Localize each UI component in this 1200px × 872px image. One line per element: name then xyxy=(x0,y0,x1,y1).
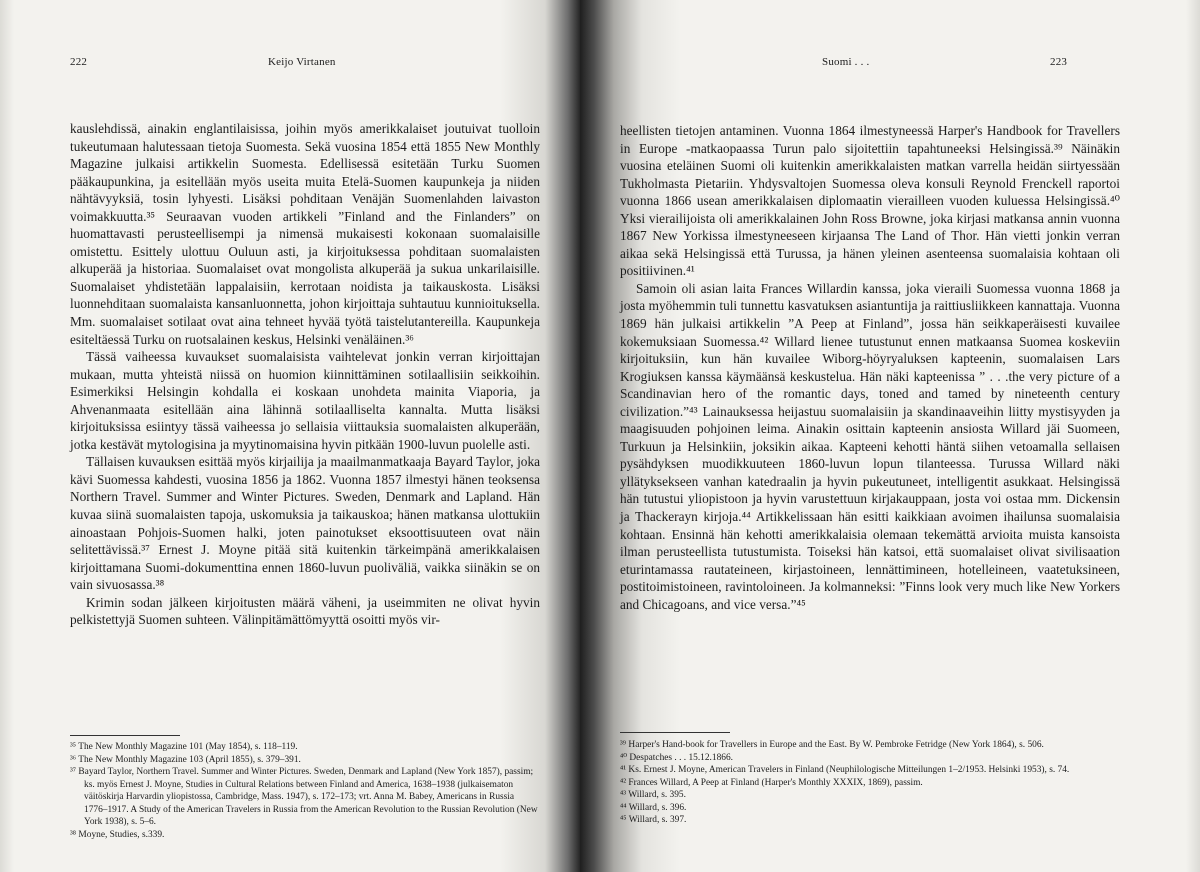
footnote-rule xyxy=(620,732,730,733)
paragraph: Tässä vaiheessa kuvaukset suomalaisista vaihtelevat jonkin verran kirjoittajan mukaan, mutta yhteistä niissä on huomion kiinnittäminen sotilaallisiin seikkoihin. Esimerkiksi Helsingin kohdalla ei koskaan unohdeta mainita Viaporia, ja Ahvenanmaata esitellään aina lähinnä sotilaalliselta kannalta. Mutta lisäksi kirjoituksissa esiintyy tässä vaiheessa jo sellaisia viittauksia suomalaisten alkuperään, jotka kestävät mytologisina ja myytinomaisina hyvin pitkään 1900-luvun puolelle asti. xyxy=(70,349,540,452)
footnote: ⁴² Frances Willard, A Peep at Finland (Harper's Monthly XXXIX, 1869), passim. xyxy=(620,777,923,788)
footnote: ³⁵ The New Monthly Magazine 101 (May 1854), s. 118–119. xyxy=(70,742,298,752)
footnote: ³⁷ Bayard Taylor, Northern Travel. Summer and Winter Pictures. Sweden, Denmark and Lapland (New York 1857), passim; ks. myös Ernest J. Moyne, Studies in Cultural Relations between Finland and America, 1638–1938 (julkaisematon väitöskirja Harvardin yliopistossa, Cambridge, Mass. 1947), s. 172–173; vrt. Anna M. Babey, Americans in Russia 1776–1917. A Study of the American Travelers in Russia from the American Revolution to the Russian Revolution (New York 1938), s. 5–6. xyxy=(70,767,538,827)
footnote: ⁴⁵ Willard, s. 397. xyxy=(620,815,687,825)
right-page xyxy=(580,0,1200,872)
footnotes xyxy=(70,741,538,841)
body-text xyxy=(70,120,540,629)
paragraph: Krimin sodan jälkeen kirjoitusten määrä väheni, ja useimmiten ne olivat hyvin pelkistettyjä Suomen suhteen. Välinpitämättömyyttä osoitti myös vir- xyxy=(70,594,540,628)
footnote: ³⁶ The New Monthly Magazine 103 (April 1855), s. 379–391. xyxy=(70,754,301,765)
footnote: ⁴³ Willard, s. 395. xyxy=(620,790,686,800)
body-text xyxy=(620,122,1120,613)
footnote: ⁴⁰ Despatches . . . 15.12.1866. xyxy=(620,752,733,763)
paragraph: kauslehdissä, ainakin englantilaisissa, joihin myös amerikkalaiset joutuivat tuolloin tukeutumaan halutessaan tietoja Suomesta. Sekä vuosina 1854 että 1855 New Monthly Magazine julkaisi artikkelin Suomesta. Edellisessä esitetään Turku Suomen pääkaupunkina, ja esitellään myös useita muita Etelä-Suomen kaupunkeja ja niiden nähtävyyksiä, tosin lyhyesti. Lisäksi pohditaan Venäjän Suomenlahden laivaston voimakkuutta.³⁵ Seuraavan vuoden artikkeli ”Finland and the Finlanders” on huomattavasti perusteellisempi ja nimensä mukaisesti kokonaan suomalaisille omistettu. Esittely ulottuu Ouluun asti, ja kirjoituksessa pohditaan suomalaisten alkuperää ja historiaa. Suomalaiset ovat mongolista alkuperää ja sukua unkarilaisille. Suomalaiset yhdistetään lappalaisiin, kerrotaan noidista ja taikauskosta. Lisäksi luonnehditaan suomalaista kansanluonnetta, johon kirjoittaja suhtautuu kunnioituksella. Mm. suomalaiset sotilaat ovat aina tehneet hyvää työtä taistelutantereilla. Kaupunkeja esiteltäessä Turku on ruotsalainen keskus, Helsinki venäläinen.³⁶ xyxy=(70,121,540,347)
footnote-rule xyxy=(70,735,180,736)
running-head: Suomi . . . xyxy=(822,56,870,68)
paragraph: heellisten tietojen antaminen. Vuonna 1864 ilmestyneessä Harper's Handbook for Travellers in Europe -matkaopaassa Turun palo sijoitettiin tapahtuneeksi Helsingissä.³⁹ Näinäkin vuosina eteläinen Suomi oli kuitenkin amerikkalaisten matkan varrella heidän siirtyessään Tukholmasta Pietariin. Yhdysvaltojen Suomessa oleva konsuli Reynold Frenckell raportoi vuonna 1866 usean amerikkalaisen diplomaatin vierailleen vuoden kuluessa Helsingissä.⁴⁰ Yksi vierailijoista oli amerikkalainen John Ross Browne, joka kirjasi matkansa annin vuonna 1867 New Yorkissa ilmestyneeseen kirjaansa The Land of Thor. Hän vietti jonkin verran aikaa sekä Helsingissä että Turussa, ja hänen yleinen asenteensa suomalaisia kohtaan oli positiivinen.⁴¹ xyxy=(620,123,1120,279)
footnote: ³⁸ Moyne, Studies, s.339. xyxy=(70,829,165,840)
footnotes xyxy=(620,739,1120,827)
footnote: ⁴¹ Ks. Ernest J. Moyne, American Travelers in Finland (Neuphilologische Mitteilungen 1–2/1953. Helsinki 1953), s. 74. xyxy=(620,765,1070,775)
page-number: 222 xyxy=(70,56,88,68)
footnote: ³⁹ Harper's Hand-book for Travellers in Europe and the East. By W. Pembroke Fetridge (New York 1864), s. 506. xyxy=(620,740,1044,750)
page-number: 223 xyxy=(1050,56,1068,68)
running-head: Keijo Virtanen xyxy=(268,56,336,68)
footnote: ⁴⁴ Willard, s. 396. xyxy=(620,802,687,813)
left-page xyxy=(0,0,580,872)
paragraph: Samoin oli asian laita Frances Willardin kanssa, joka vieraili Suomessa vuonna 1868 ja josta myöhemmin tuli tunnettu kasvatuksen asiantuntija ja raittiusliikkeen kannattaja. Vuonna 1869 hän julkaisi artikkelin ”A Peep at Finland”, jossa hän seikkaperäisesti kuvailee kokemuksiaan Suomessa.⁴² Willard lienee tutustunut ennen matkaansa Suomea koskeviin kirjoituksiin, kun hän kuvailee Wiborg-höyryaluksen kapteenin, suomalaisen Lars Krogiuksen kanssa käymäänsä keskustelua. Hän näki kapteenissa ” . . .the very picture of a Scandinavian hero of the romantic days, toned and tamed by nineteenth century civilization.”⁴³ Lainauksessa heijastuu suomalaisiin ja skandinaaveihin liitty mystisyyden ja maagisuuden pohjoinen leima. Ainakin osittain kapteenin ansiosta Willard jäi Suomeen, Turkuun ja Helsinkiin, joksikin aikaa. Kapteeni kehotti häntä siihen vetoamalla sellaisen pysähdyksen muodikkuuteen 1860-luvun lopun tilanteessa. Turussa Willard näki yllätyksekseen vanhan katedraalin ja hyvin pukeutuneet, intelligentit asukkaat. Helsingissä hän tutustui yliopistoon ja hyvin varustettuun kirjakauppaan, josta voi ostaa mm. Dickensin ja Thackerayn kirjoja.⁴⁴ Artikkelissaan hän esitti kaikkiaan avoimen ihailunsa suomalaisia kohtaan. Ensinnä hän kehotti amerikkalaisia olemaan tekemättä arvioita muista kansoista ilman perusteellista tutustumista. Toiseksi hän katsoi, että suomalaiset olivat sivilisaation eturintamassa rautateineen, kirjastoineen, lennättimineen, hotelleineen, vaatetuksineen, postitoimistoineen, ravintoloineen. Ja kolmanneksi: ”Finns look very much like New Yorkers and Chicagoans, and vice versa.”⁴⁵ xyxy=(620,280,1120,612)
paragraph: Tällaisen kuvauksen esittää myös kirjailija ja maailmanmatkaaja Bayard Taylor, joka kävi Suomessa kahdesti, vuosina 1856 ja 1862. Vuonna 1857 ilmestyi hänen teoksensa Northern Travel. Summer and Winter Pictures. Sweden, Denmark and Lapland. Hän kuvaa siinä suomalaisten tapoja, uskomuksia ja taikauskoa; hänen matkansa ulottukiin ainoastaan Pohjois-Suomen halki, joten painotukset eksoottisuuteen ovat näin selitettävissä.³⁷ Ernest J. Moyne pitää sitä kuitenkin tärkeimpänä amerikkalaisen kirjoittamana Suomi-dokumenttina ennen 1860-luvun puoliväliä, vaikka siinäkin se on vain sivuosassa.³⁸ xyxy=(70,454,540,593)
